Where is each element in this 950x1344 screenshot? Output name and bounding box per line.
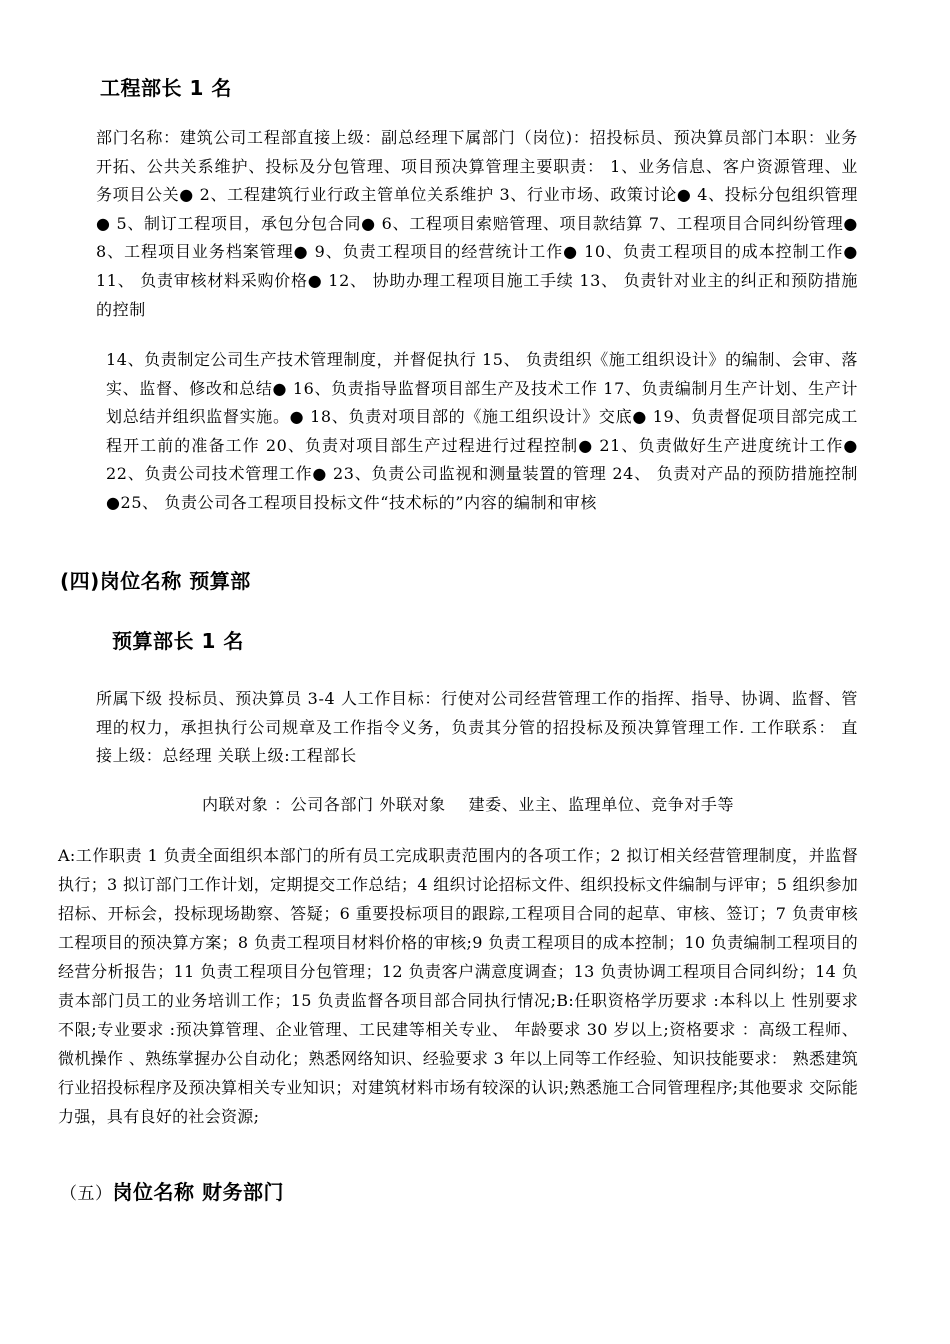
paragraph-budget-goals: 所属下级 投标员、预决算员 3-4 人工作目标：行使对公司经营管理工作的指挥、指导、协调、监督、管理的权力，承担执行公司规章及工作指令义务，负责其分管的招投标及预决算管理工作. 工作联系： 直接上级：总经理 关联上级:工程部长	[96, 689, 858, 766]
paragraph-budget-responsibilities: A:工作职责 1 负责全面组织本部门的所有员工完成职责范围内的各项工作；2 拟订相关经营管理制度，并监督执行；3 拟订部门工作计划，定期提交工作总结；4 组织讨论招标文件、组织投标文件编制与评审；5 组织参加招标、开标会，投标现场勘察、答疑；6 重要投标项目的跟踪,工程项目合同的起草、审核、签订；7 负责审核工程项目的预决算方案；8 负责工程项目材料价格的审核;9 负责工程项目的成本控制；10 负责编制工程项目的经营分析报告；11 负责工程项目分包管理；12 负责客户满意度调查；13 负责协调工程项目合同纠纷；14 负责本部门员工的业务培训工作；15 负责监督各项目部合同执行情况;B:任职资格学历要求 :本科以上 性别要求 不限;专业要求 :预决算管理、企业管理、工民建等相关专业、 年龄要求 30 岁以上;资格要求 ：高级工程师、 微机操作 、熟练掌握办公自动化；熟悉网络知识、经验要求 3 年以上同等工作经验、知识技能要求： 熟悉建筑行业招投标程序及预决算相关专业知识；对建筑材料市场有较深的认识;熟悉施工合同管理程序;其他要求 交际能力强，具有良好的社会资源;	[58, 846, 858, 1126]
heading-budget-department: (四)岗位名称 预算部	[60, 569, 251, 593]
heading-finance-title: 岗位名称 财务部门	[112, 1180, 284, 1204]
heading-engineering-manager: 工程部长 1 名	[100, 76, 232, 100]
paragraph-engineering-duties-2: 14、负责制定公司生产技术管理制度，并督促执行 15、 负责组织《施工组织设计》的编制、会审、落实、监督、修改和总结● 16、负责指导监督项目部生产及技术工作 17、负责编制月生产计划、生产计划总结并组织监督实施。● 18、负责对项目部的《施工组织设计》交底● 19、负责督促项目部完成工程开工前的准备工作 20、负责对项目部生产过程进行过程控制● 21、负责做好生产进度统计工作● 22、负责公司技术管理工作● 23、负责公司监视和测量装置的管理 24、 负责对产品的预防措施控制●25、 负责公司各工程项目投标文件“技术标的”内容的编制和审核	[106, 350, 858, 512]
paragraph-budget-contacts: 内联对象 ：公司各部门 外联对象 建委、业主、监理单位、竞争对手等	[202, 795, 735, 814]
heading-finance-prefix: （五）	[60, 1184, 113, 1204]
heading-finance-department	[60, 1178, 284, 1208]
paragraph-engineering-duties-1: 部门名称：建筑公司工程部直接上级：副总经理下属部门（岗位)：招投标员、预决算员部门本职：业务开拓、公共关系维护、投标及分包管理、项目预决算管理主要职责： 1、业务信息、客户资源管理、业务项目公关● 2、工程建筑行业行政主管单位关系维护 3、行业市场、政策讨论● 4、投标分包组织管理● 5、制订工程项目，承包分包合同● 6、工程项目索赔管理、项目款结算 7、工程项目合同纠纷管理● 8、工程项目业务档案管理● 9、负责工程项目的经营统计工作● 10、负责工程项目的成本控制工作● 11、 负责审核材料采购价格● 12、 协助办理工程项目施工手续 13、 负责针对业主的纠正和预防措施的控制	[96, 128, 858, 319]
heading-budget-manager: 预算部长 1 名	[112, 629, 244, 653]
